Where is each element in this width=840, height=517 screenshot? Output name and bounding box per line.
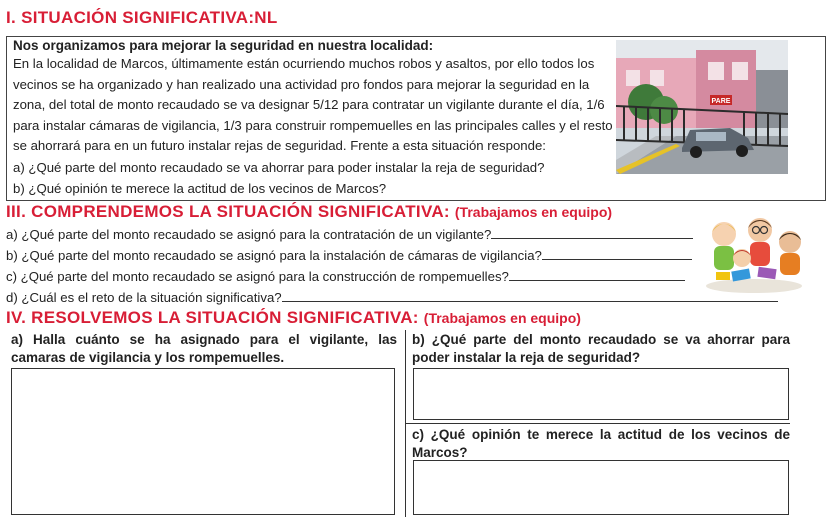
- situation-question-b: b) ¿Qué opinión te merece la actitud de los vecinos de Marcos?: [13, 181, 387, 196]
- section3-title: [6, 202, 612, 222]
- answer-box-b[interactable]: [413, 368, 789, 420]
- section4-title-text: IV. RESOLVEMOS LA SITUACIÓN SIGNIFICATIVA:: [6, 308, 419, 327]
- situation-paragraph: [13, 54, 613, 157]
- resolve-question-c: c) ¿Qué opinión te merece la actitud de los vecinos de Marcos?: [412, 427, 790, 460]
- comprehension-question-c: [6, 268, 685, 284]
- comprehension-question-a: [6, 226, 693, 242]
- situation-line: En la localidad de Marcos, últimamente están ocurriendo muchos robos y asaltos, por ello todos los: [13, 56, 595, 71]
- situation-question-a: a) ¿Qué parte del monto recaudado se va ahorrar para poder instalar la reja de seguridad?: [13, 160, 545, 175]
- kids-icon: [702, 212, 806, 294]
- situation-line: para instalar cámaras de vigilancia, 1/3 para construir rompemuelles en las principales calles y el resto: [13, 117, 613, 133]
- section4-subtitle: (Trabajamos en equipo): [423, 310, 581, 326]
- situation-line: zona, del total de monto recaudado se va designar 5/12 para contratar un vigilante durante el día, 1/6: [13, 97, 605, 112]
- question-a-text: a) ¿Qué parte del monto recaudado se asignó para la contratación de un vigilante?: [6, 227, 492, 242]
- resolve-question-a: a) Halla cuánto se ha asignado para el vigilante, las camaras de vigilancia y los rompemuelles.: [11, 332, 397, 365]
- answer-box-c[interactable]: [413, 460, 789, 515]
- comprehension-question-d: [6, 289, 778, 305]
- situation-line: se ahorrará para en un futuro instalar rejas de seguridad. Frente a esta situación responde:: [13, 138, 546, 153]
- question-d-text: d) ¿Cuál es el reto de la situación significativa?: [6, 290, 282, 305]
- section3-subtitle: (Trabajamos en equipo): [454, 204, 613, 220]
- section3-title-text: III. COMPRENDEMOS LA SITUACIÓN SIGNIFICATIVA:: [6, 202, 450, 221]
- answer-line-a[interactable]: [491, 226, 693, 239]
- right-divider: [406, 423, 790, 424]
- resolve-question-b: b) ¿Qué parte del monto recaudado se va ahorrar para poder instalar la reja de seguridad?: [412, 332, 790, 365]
- question-c-text: c) ¿Qué parte del monto recaudado se asignó para la construcción de rompemuelles?: [6, 269, 509, 284]
- answer-line-b[interactable]: [542, 247, 692, 260]
- street-gate-illustration: [616, 40, 788, 174]
- stop-sign-text: PARE: [711, 98, 731, 105]
- situation-heading: Nos organizamos para mejorar la seguridad en nuestra localidad:: [13, 38, 434, 53]
- question-b-text: b) ¿Qué parte del monto recaudado se asignó para la instalación de cámaras de vigilancia?: [6, 248, 542, 263]
- street-gate-photo: [616, 40, 788, 174]
- situation-line: vecinos se ha organizado y han realizado una actividad pro fondos para mejorar la seguridad en la: [13, 76, 590, 92]
- comprehension-question-b: [6, 247, 692, 263]
- answer-line-c[interactable]: [509, 268, 685, 281]
- section1-title: I. SITUACIÓN SIGNIFICATIVA:NL: [6, 8, 278, 27]
- kids-reading-illustration: [702, 212, 806, 294]
- answer-box-a[interactable]: [11, 368, 395, 515]
- section4-title: [6, 308, 581, 328]
